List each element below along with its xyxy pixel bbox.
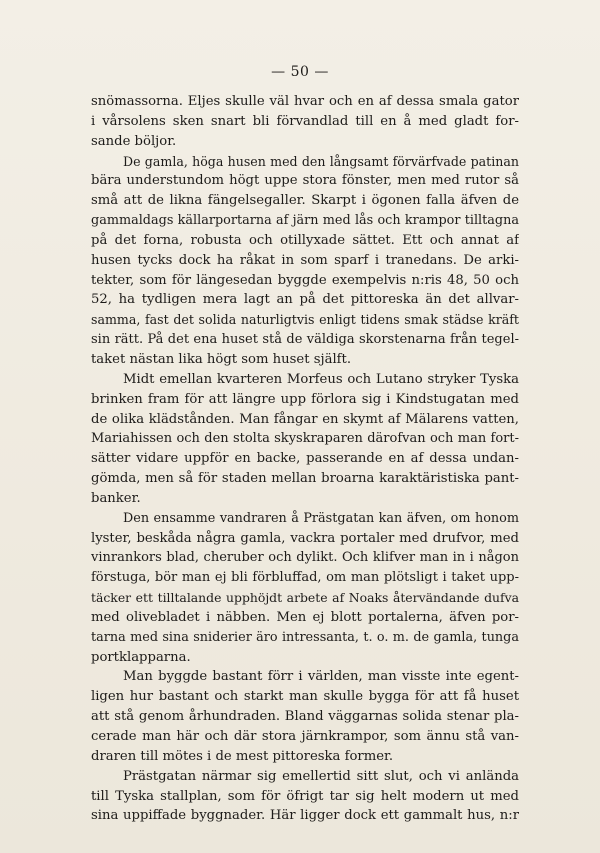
- text-line: sande böljor.: [91, 133, 177, 149]
- text-line: tekter, som för längesedan byggde exempelvis n:ris 48, 50 och: [91, 272, 519, 288]
- text-line: tarna med sina sniderier äro intressanta, t. o. m. de gamla, tunga: [91, 629, 519, 645]
- text-line: gammaldags källarportarna af järn med lås och krampor tilltagna: [91, 213, 519, 229]
- text-line: 52, ha tydligen mera lagt an på det pittoreska än det allvar-: [91, 292, 519, 308]
- text-line: i vårsolens sken snart bli förvandlad till en å med gladt for-: [91, 113, 519, 129]
- text-line: Prästgatan närmar sig emellertid sitt slut, och vi anlända: [123, 768, 519, 784]
- text-line: förstuga, bör man ej bli förbluffad, om man plötsligt i taket upp-: [91, 570, 519, 586]
- text-line: sin rätt. På det ena huset stå de väldiga skorstenarna från tegel-: [91, 332, 519, 348]
- text-line: cerade man här och där stora järnkrampor, som ännu stå van-: [91, 729, 519, 744]
- text-line: till Tyska stallplan, som för öfrigt tar sig helt modern ut med: [91, 788, 519, 804]
- body-text: [91, 92, 519, 826]
- text-line: sätter vidare uppför en backe, passerande en af dessa undan-: [91, 451, 519, 467]
- text-line: brinken fram för att längre upp förlora sig i Kindstugatan med: [91, 391, 519, 407]
- text-line: ligen hur bastant och starkt man skulle bygga för att få huset: [91, 689, 519, 705]
- text-line: bära understundom högt uppe stora fönster, men med rutor så: [91, 173, 519, 189]
- text-line: med olivebladet i näbben. Men ej blott portalerna, äfven por-: [91, 609, 519, 625]
- text-line: samma, fast det solida naturligtvis enligt tidens smak städse kräft: [91, 312, 519, 328]
- text-line: att stå genom århundraden. Bland väggarnas solida stenar pla-: [91, 709, 519, 725]
- text-line: de olika klädstånden. Man fångar en skymt af Mälarens vatten,: [91, 411, 519, 427]
- text-line: Mariahissen och den stolta skyskraparen därofvan och man fort-: [91, 431, 519, 447]
- text-line: små att de likna fängelsegaller. Skarpt i ögonen falla äfven de: [91, 193, 519, 209]
- page-number: — 50 —: [271, 64, 329, 80]
- text-line: vinrankors blad, cheruber och dylikt. Och klifver man in i någon: [91, 550, 519, 566]
- text-line: på det forna, robusta och otillyxade sättet. Ett och annat af: [91, 232, 519, 248]
- text-line: Man byggde bastant förr i världen, man visste inte egent-: [123, 669, 519, 685]
- text-line: snömassorna. Eljes skulle väl hvar och en af dessa smala gator: [91, 94, 519, 109]
- text-line: De gamla, höga husen med den långsamt förvärfvade patinan: [123, 153, 519, 169]
- text-line: banker.: [91, 490, 141, 506]
- text-line: lyster, beskåda några gamla, vackra portaler med drufvor, med: [91, 530, 519, 546]
- text-line: Midt emellan kvarteren Morfeus och Lutano stryker Tyska: [123, 371, 519, 387]
- text-line: draren till mötes i de mest pittoreska former.: [91, 748, 394, 764]
- text-line: portklapparna.: [91, 649, 191, 665]
- text-line: husen tycks dock ha råkat in som sparf i tranedans. De arki-: [91, 252, 519, 268]
- text-line: taket nästan lika högt som huset själft.: [91, 351, 352, 367]
- text-line: gömda, men så för staden mellan broarna karaktäristiska pant-: [91, 471, 519, 487]
- text-line: Den ensamme vandraren å Prästgatan kan äfven, om honom: [123, 510, 519, 526]
- text-line: täcker ett tilltalande upphöjdt arbete af Noaks återvändande dufva: [91, 590, 519, 606]
- text-line: sina uppiffade byggnader. Här ligger dock ett gammalt hus, n:r: [91, 808, 519, 824]
